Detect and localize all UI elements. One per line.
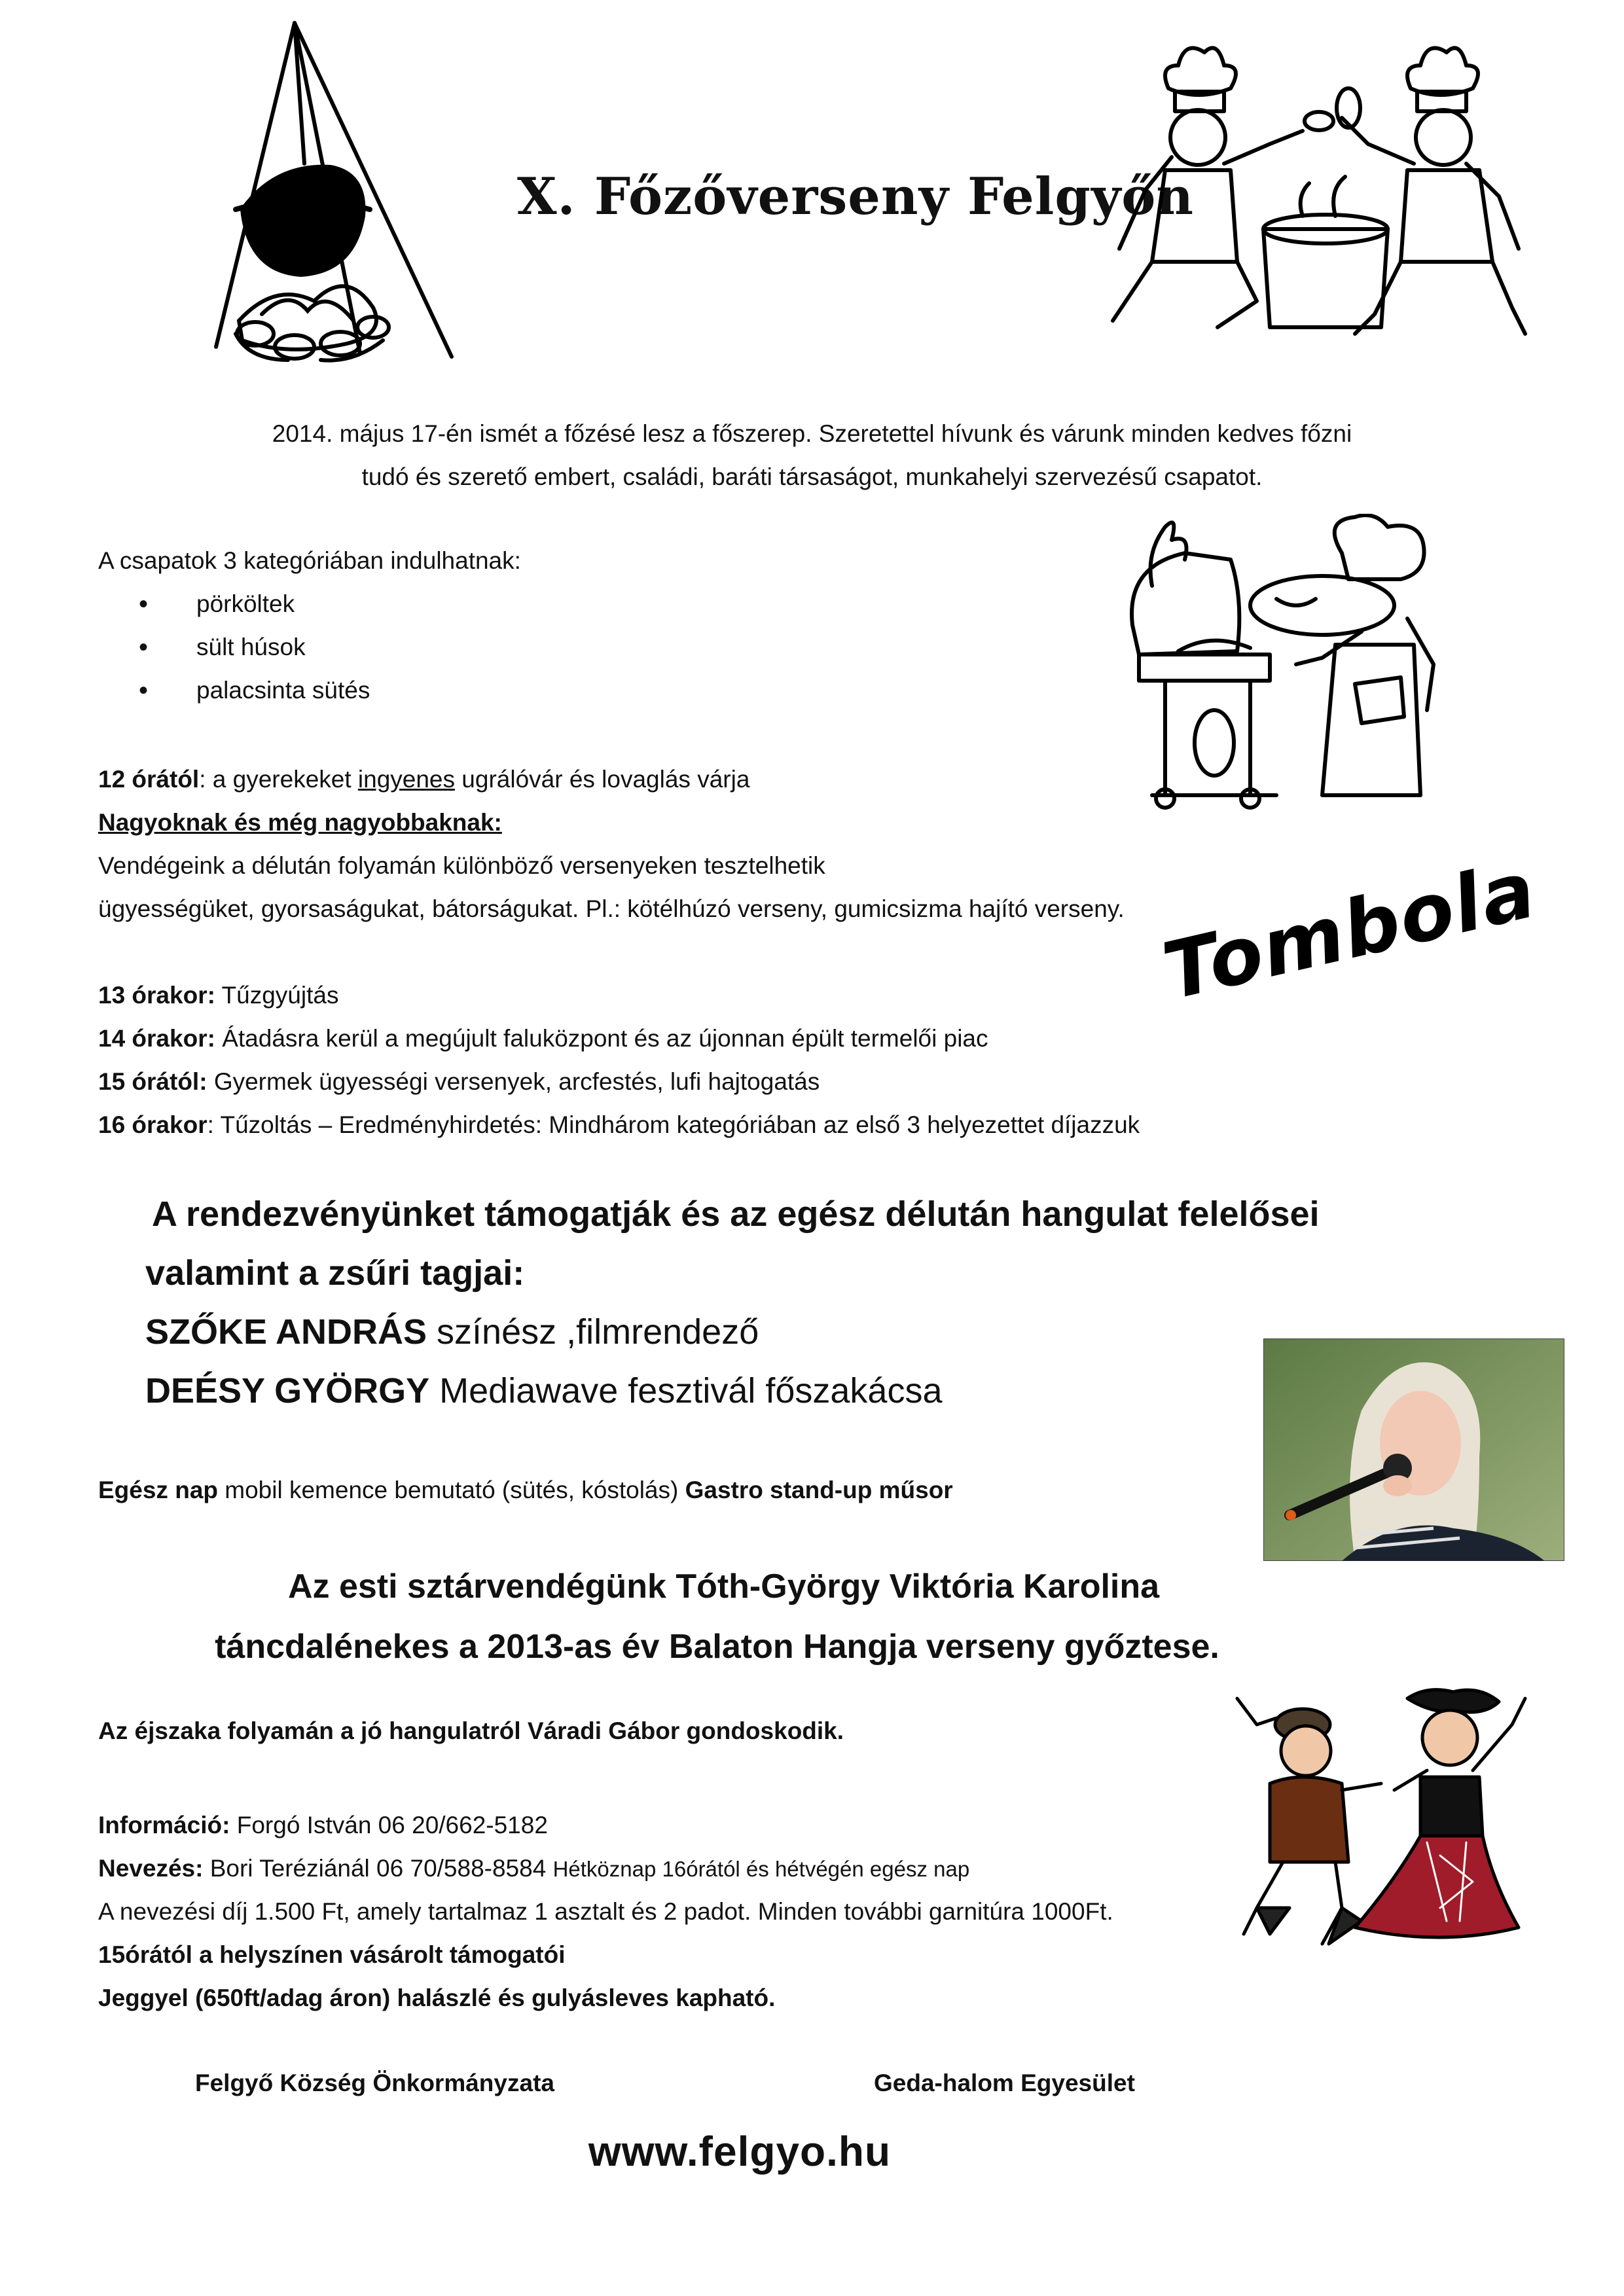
singer-photo: [1263, 1338, 1564, 1561]
kids-pre: : a gyerekeket: [199, 766, 358, 793]
kids-post: ugrálóvár és lovaglás várja: [455, 766, 750, 793]
schedule-item: 13 órakor: Tűzgyújtás: [98, 982, 339, 1009]
jury-member-1: SZŐKE ANDRÁS színész ,filmrendező: [145, 1312, 759, 1352]
star-line-2: táncdalénekes a 2013-as év Balaton Hangja verseny győztese.: [215, 1628, 1219, 1666]
category-list: [98, 583, 370, 712]
dancing-couple-icon: [1231, 1685, 1532, 1954]
adults-heading: Nagyoknak és még nagyobbaknak:: [98, 809, 502, 836]
schedule-item: 16 órakor: Tűzoltás – Eredményhirdetés: Mindhárom kategóriában az első 3 helyezettet díjazzuk: [98, 1111, 1140, 1138]
website-link[interactable]: www.felgyo.hu: [588, 2128, 892, 2175]
cauldron-campfire-icon: [196, 13, 471, 367]
schedule: [98, 974, 1140, 1147]
schedule-item: 15 órától: Gyermek ügyességi versenyek, arcfestés, lufi hajtogatás: [98, 1068, 820, 1095]
allday-line: Egész nap mobil kemence bemutató (sütés, kóstolás) Gastro stand-up műsor: [98, 1477, 953, 1503]
tickets-line-2: Jeggyel (650ft/adag áron) halászlé és gulyásleves kapható.: [98, 1984, 776, 2011]
schedule-item: 14 órakor: Átadásra kerül a megújult faluközpont és az újonnan épült termelői piac: [98, 1025, 988, 1052]
adults-line-1: Vendégeink a délután folyamán különböző versenyeken tesztelhetik: [98, 852, 825, 879]
grill-chef-icon: [1126, 514, 1453, 815]
sponsors-line-2: valamint a zsűri tagjai:: [145, 1253, 525, 1293]
star-line-1: Az esti sztárvendégünk Tóth-György Viktória Karolina: [287, 1568, 1160, 1605]
entry-line: Nevezés: Bori Teréziánál 06 70/588-8584 Hétköznap 16órától és hétvégén egész nap: [98, 1855, 970, 1882]
categories-heading: A csapatok 3 kategóriában indulhatnak:: [98, 547, 521, 574]
list-item: • pörköltek: [98, 583, 370, 626]
kids-time: 12 órától: [98, 766, 200, 793]
night-line: Az éjszaka folyamán a jó hangulatról Váradi Gábor gondoskodik.: [98, 1717, 844, 1744]
kids-free: ingyenes: [357, 766, 456, 793]
info-line: Információ: Forgó István 06 20/662-5182: [98, 1812, 548, 1839]
organizer-right: Geda-halom Egyesület: [874, 2070, 1135, 2096]
organizer-left: Felgyő Község Önkormányzata: [195, 2070, 554, 2096]
tombola-label: Tombola: [1155, 844, 1545, 1018]
list-item: • palacsinta sütés: [98, 669, 370, 712]
intro-line-2: tudó és szerető embert, családi, baráti társaságot, munkahelyi szervezésű csapatot.: [361, 463, 1263, 490]
sponsors-line-1: A rendezvényünket támogatják és az egész délután hangulat felelősei: [152, 1194, 1320, 1234]
adults-line-2: ügyességüket, gyorsaságukat, bátorságukat. Pl.: kötélhúzó verseny, gumicsizma hajító verseny.: [98, 895, 1125, 922]
kids-line: [98, 758, 749, 801]
tickets-line-1: 15órától a helyszínen vásárolt támogatói: [98, 1941, 566, 1968]
two-chefs-cooking-icon: [1106, 39, 1532, 347]
page-title: X. Főzőverseny Felgyőn: [517, 167, 1195, 226]
list-item: • sült húsok: [98, 626, 370, 669]
entry-fee-line: A nevezési díj 1.500 Ft, amely tartalmaz 1 asztalt és 2 padot. Minden további garnitúra 1000Ft.: [98, 1898, 1113, 1925]
intro-line-1: 2014. május 17-én ismét a főzésé lesz a főszerep. Szeretettel hívunk és várunk minden kedves főzni: [272, 420, 1352, 447]
jury-member-2: DEÉSY GYÖRGY Mediawave fesztivál főszakácsa: [145, 1371, 943, 1410]
